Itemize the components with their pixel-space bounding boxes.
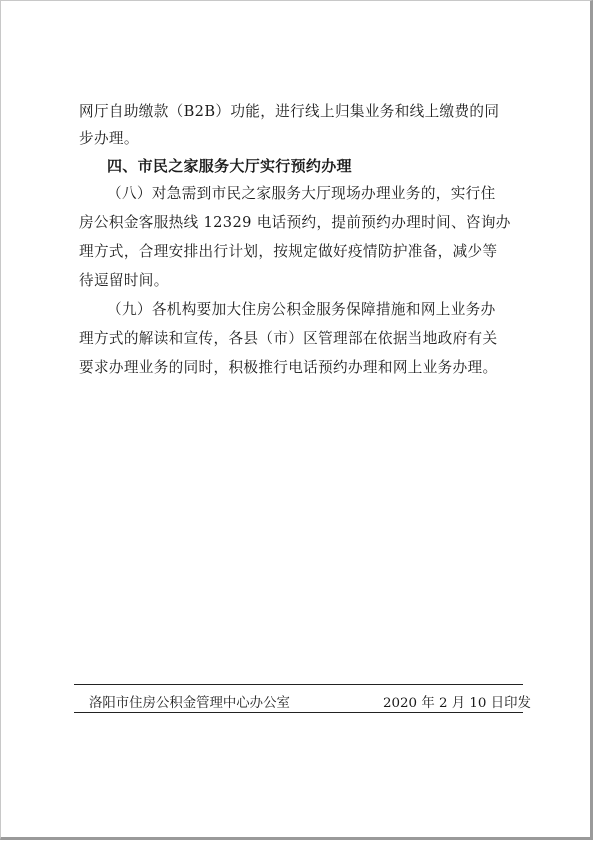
paragraph-9-line: （九）各机构要加大住房公积金服务保障措施和网上业务办 (107, 301, 496, 318)
section-heading: 四、市民之家服务大厅实行预约办理 (107, 157, 352, 175)
body-line: 步办理。 (79, 130, 139, 147)
paragraph-8-line: 待逗留时间。 (79, 272, 169, 289)
paragraph-8-line: （八）对急需到市民之家服务大厅现场办理业务的，实行住 (107, 185, 496, 202)
footer-top-rule (74, 684, 523, 685)
paragraph-9-line: 要求办理业务的同时，积极推行电话预约办理和网上业务办理。 (79, 359, 498, 376)
paragraph-8-line: 理方式，合理安排出行计划，按规定做好疫情防护准备，减少等 (79, 243, 498, 260)
paragraph-9-line: 理方式的解读和宣传，各县（市）区管理部在依据当地政府有关 (79, 330, 498, 347)
body-line: 网厅自助缴款（B2B）功能，进行线上归集业务和线上缴费的同 (79, 103, 500, 120)
footer-date: 2020 年 2 月 10 日印发 (383, 696, 531, 711)
paragraph-8-line: 房公积金客服热线 12329 电话预约，提前预约办理时间、咨询办 (79, 214, 511, 231)
footer-bottom-rule (74, 712, 523, 713)
footer-issuer: 洛阳市住房公积金管理中心办公室 (89, 696, 290, 711)
